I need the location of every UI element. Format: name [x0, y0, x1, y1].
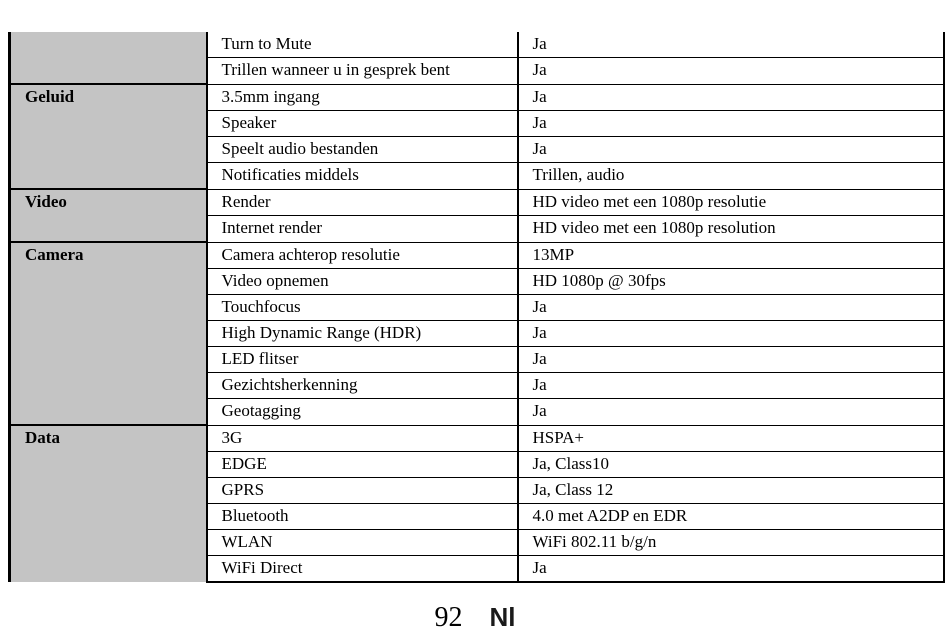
category-cell	[10, 163, 207, 190]
category-cell	[10, 58, 207, 85]
spec-row	[10, 295, 944, 321]
spec-row	[10, 32, 944, 58]
spec-label: 3G	[207, 425, 518, 452]
spec-row	[10, 530, 944, 556]
category-cell	[10, 478, 207, 504]
spec-row	[10, 111, 944, 137]
category-cell	[10, 321, 207, 347]
spec-row	[10, 216, 944, 243]
spec-label: Render	[207, 189, 518, 216]
category-cell	[10, 556, 207, 583]
spec-value: Ja, Class 12	[518, 478, 944, 504]
spec-label: Camera achterop resolutie	[207, 242, 518, 269]
spec-label: Touchfocus	[207, 295, 518, 321]
spec-value: Ja	[518, 84, 944, 111]
spec-label: Video opnemen	[207, 269, 518, 295]
spec-row	[10, 478, 944, 504]
spec-value: HD video met een 1080p resolution	[518, 216, 944, 243]
category-cell	[10, 295, 207, 321]
spec-label: Gezichtsherkenning	[207, 373, 518, 399]
spec-row	[10, 189, 944, 216]
spec-value: 4.0 met A2DP en EDR	[518, 504, 944, 530]
category-cell	[10, 530, 207, 556]
spec-row	[10, 58, 944, 85]
spec-label: EDGE	[207, 452, 518, 478]
spec-row	[10, 347, 944, 373]
spec-row	[10, 504, 944, 530]
spec-value: WiFi 802.11 b/g/n	[518, 530, 944, 556]
spec-table-body	[10, 32, 944, 582]
spec-value: Ja	[518, 373, 944, 399]
page-number: 92	[434, 602, 463, 633]
category-cell	[10, 373, 207, 399]
spec-value: Ja	[518, 32, 944, 58]
spec-value: Ja	[518, 399, 944, 426]
category-cell	[10, 269, 207, 295]
category-cell	[10, 452, 207, 478]
spec-value: HSPA+	[518, 425, 944, 452]
spec-label: GPRS	[207, 478, 518, 504]
spec-label: Trillen wanneer u in gesprek bent	[207, 58, 518, 85]
spec-value: Ja	[518, 321, 944, 347]
category-cell	[10, 347, 207, 373]
spec-label: Geotagging	[207, 399, 518, 426]
spec-value: HD video met een 1080p resolutie	[518, 189, 944, 216]
spec-row	[10, 242, 944, 269]
category-cell: Video	[10, 189, 207, 216]
category-cell	[10, 399, 207, 426]
category-cell	[10, 32, 207, 58]
category-cell	[10, 216, 207, 243]
category-cell: Data	[10, 425, 207, 452]
category-cell	[10, 111, 207, 137]
spec-label: High Dynamic Range (HDR)	[207, 321, 518, 347]
spec-row	[10, 425, 944, 452]
spec-row	[10, 163, 944, 190]
spec-value: 13MP	[518, 242, 944, 269]
spec-value: Ja	[518, 137, 944, 163]
spec-row	[10, 84, 944, 111]
language-code: Nl	[489, 602, 516, 632]
spec-value: Ja	[518, 347, 944, 373]
spec-label: 3.5mm ingang	[207, 84, 518, 111]
spec-row	[10, 556, 944, 583]
spec-label: Internet render	[207, 216, 518, 243]
category-cell: Camera	[10, 242, 207, 269]
spec-label: LED flitser	[207, 347, 518, 373]
spec-label: WLAN	[207, 530, 518, 556]
spec-label: Speaker	[207, 111, 518, 137]
spec-row	[10, 399, 944, 426]
spec-value: Ja	[518, 295, 944, 321]
spec-value: Ja	[518, 111, 944, 137]
spec-value: Ja	[518, 556, 944, 583]
spec-label: Speelt audio bestanden	[207, 137, 518, 163]
spec-label: Notificaties middels	[207, 163, 518, 190]
spec-row	[10, 137, 944, 163]
category-cell: Geluid	[10, 84, 207, 111]
spec-row	[10, 452, 944, 478]
category-cell	[10, 504, 207, 530]
spec-value: Ja, Class10	[518, 452, 944, 478]
spec-row	[10, 321, 944, 347]
spec-table	[8, 32, 945, 583]
spec-value: Trillen, audio	[518, 163, 944, 190]
spec-row	[10, 269, 944, 295]
spec-row	[10, 373, 944, 399]
spec-label: WiFi Direct	[207, 556, 518, 583]
spec-label: Turn to Mute	[207, 32, 518, 58]
spec-value: Ja	[518, 58, 944, 85]
page-footer	[0, 600, 950, 635]
spec-label: Bluetooth	[207, 504, 518, 530]
category-cell	[10, 137, 207, 163]
spec-value: HD 1080p @ 30fps	[518, 269, 944, 295]
